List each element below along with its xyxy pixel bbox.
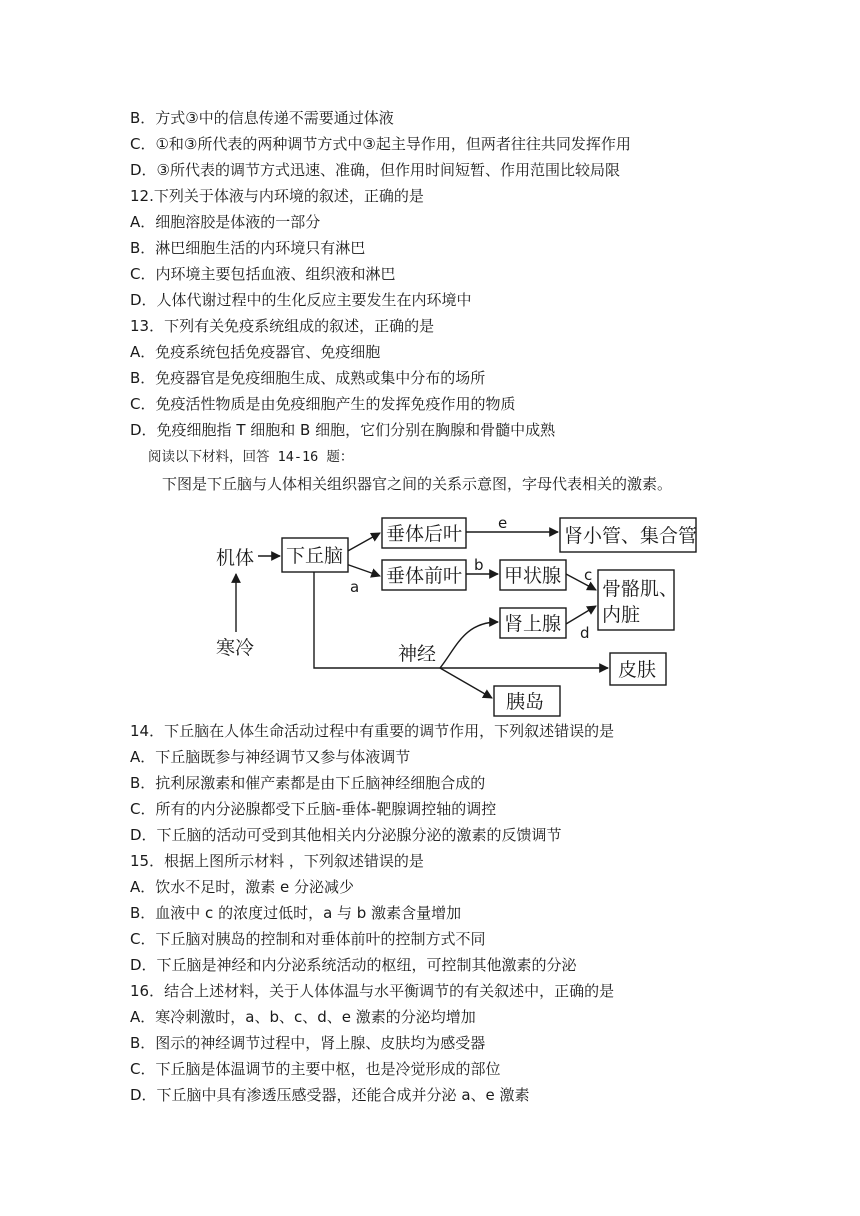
reading-note: 阅读以下材料，回答 14-16 题： (148, 449, 354, 465)
nerve-label: 神经 (398, 643, 437, 665)
question-16-stem: 16．结合上述材料，关于人体体温与水平衡调节的有关叙述中，正确的是 (130, 982, 615, 1000)
muscle-label-line2: 内脏 (602, 604, 641, 626)
question-12-option-c: C．内环境主要包括血液、组织液和淋巴 (130, 265, 396, 283)
hormone-label-b: b (474, 556, 484, 574)
arrow-adrenal-to-muscle (566, 606, 596, 624)
hypothalamus-label: 下丘脑 (286, 545, 344, 567)
question-15-option-d: D．下丘脑是神经和内分泌系统活动的枢纽，可控制其他激素的分泌 (130, 956, 577, 974)
question-15-stem: 15．根据上图所示材料 ，下列叙述错误的是 (130, 852, 424, 870)
question-13-option-b: B．免疫器官是免疫细胞生成、成熟或集中分布的场所 (130, 369, 486, 387)
question-14-option-b: B．抗利尿激素和催产素都是由下丘脑神经细胞合成的 (130, 774, 486, 792)
skin-label: 皮肤 (618, 659, 657, 681)
question-16-option-c: C．下丘脑是体温调节的主要中枢，也是冷觉形成的部位 (130, 1060, 501, 1078)
arrow-nerve-to-pancreas (440, 668, 492, 698)
hormone-label-c: c (584, 566, 593, 584)
arrow-hypothalamus-to-posterior (346, 533, 380, 552)
cold-label: 寒冷 (216, 637, 255, 659)
question-13-option-c: C．免疫活性物质是由免疫细胞产生的发挥免疫作用的物质 (130, 395, 516, 413)
question-14-option-d: D．下丘脑的活动可受到其他相关内分泌腺分泌的激素的反馈调节 (130, 826, 562, 844)
posterior-pituitary-label: 垂体后叶 (386, 523, 463, 545)
question-13-option-d: D．免疫细胞指 T 细胞和 B 细胞，它们分别在胸腺和骨髓中成熟 (130, 421, 556, 439)
question-15-option-a: A．饮水不足时，激素 e 分泌减少 (130, 878, 355, 896)
question-14-option-a: A．下丘脑既参与神经调节又参与体液调节 (130, 748, 411, 766)
question-13-option-a: A．免疫系统包括免疫器官、免疫细胞 (130, 343, 381, 361)
question-16-option-d: D．下丘脑中具有渗透压感受器，还能合成并分泌 a、e 激素 (130, 1086, 530, 1104)
question-12-stem: 12.下列关于体液与内环境的叙述，正确的是 (130, 187, 424, 205)
question-15-option-c: C．下丘脑对胰岛的控制和对垂体前叶的控制方式不同 (130, 930, 486, 948)
hormone-label-e: e (498, 514, 508, 532)
arrow-nerve-to-adrenal (440, 622, 498, 668)
adrenal-label: 肾上腺 (504, 613, 562, 635)
muscle-label-line1: 骨骼肌、 (602, 578, 679, 600)
question-16-option-a: A．寒冷刺激时，a、b、c、d、e 激素的分泌均增加 (130, 1008, 476, 1026)
thyroid-label: 甲状腺 (504, 565, 562, 587)
pancreas-label: 胰岛 (506, 691, 545, 713)
question-15-option-b: B．血液中 c 的浓度过低时，a 与 b 激素含量增加 (130, 904, 462, 922)
anterior-pituitary-label: 垂体前叶 (386, 565, 463, 587)
question-11-option-c: C．①和③所代表的两种调节方式中③起主导作用，但两者往往共同发挥作用 (130, 135, 631, 153)
material-intro: 下图是下丘脑与人体相关组织器官之间的关系示意图，字母代表相关的激素。 (162, 475, 673, 493)
hypothalamus-relationship-diagram (212, 508, 702, 718)
body-label: 机体 (216, 547, 255, 569)
question-14-option-c: C．所有的内分泌腺都受下丘脑-垂体-靶腺调控轴的调控 (130, 800, 497, 818)
arrow-hypothalamus-to-anterior (346, 564, 380, 576)
question-12-option-a: A．细胞溶胶是体液的一部分 (130, 213, 321, 231)
question-16-option-b: B．图示的神经调节过程中，肾上腺、皮肤均为感受器 (130, 1034, 486, 1052)
question-14-stem: 14．下丘脑在人体生命活动过程中有重要的调节作用，下列叙述错误的是 (130, 722, 615, 740)
kidney-label: 肾小管、集合管 (564, 525, 698, 547)
hormone-label-a: a (350, 578, 360, 596)
question-11-option-d: D．③所代表的调节方式迅速、准确，但作用时间短暂、作用范围比较局限 (130, 161, 621, 179)
question-13-stem: 13．下列有关免疫系统组成的叙述，正确的是 (130, 317, 435, 335)
question-12-option-d: D．人体代谢过程中的生化反应主要发生在内环境中 (130, 291, 472, 309)
question-11-option-b: B．方式③中的信息传递不需要通过体液 (130, 109, 394, 127)
hormone-label-d: d (580, 624, 590, 642)
question-12-option-b: B．淋巴细胞生活的内环境只有淋巴 (130, 239, 366, 257)
